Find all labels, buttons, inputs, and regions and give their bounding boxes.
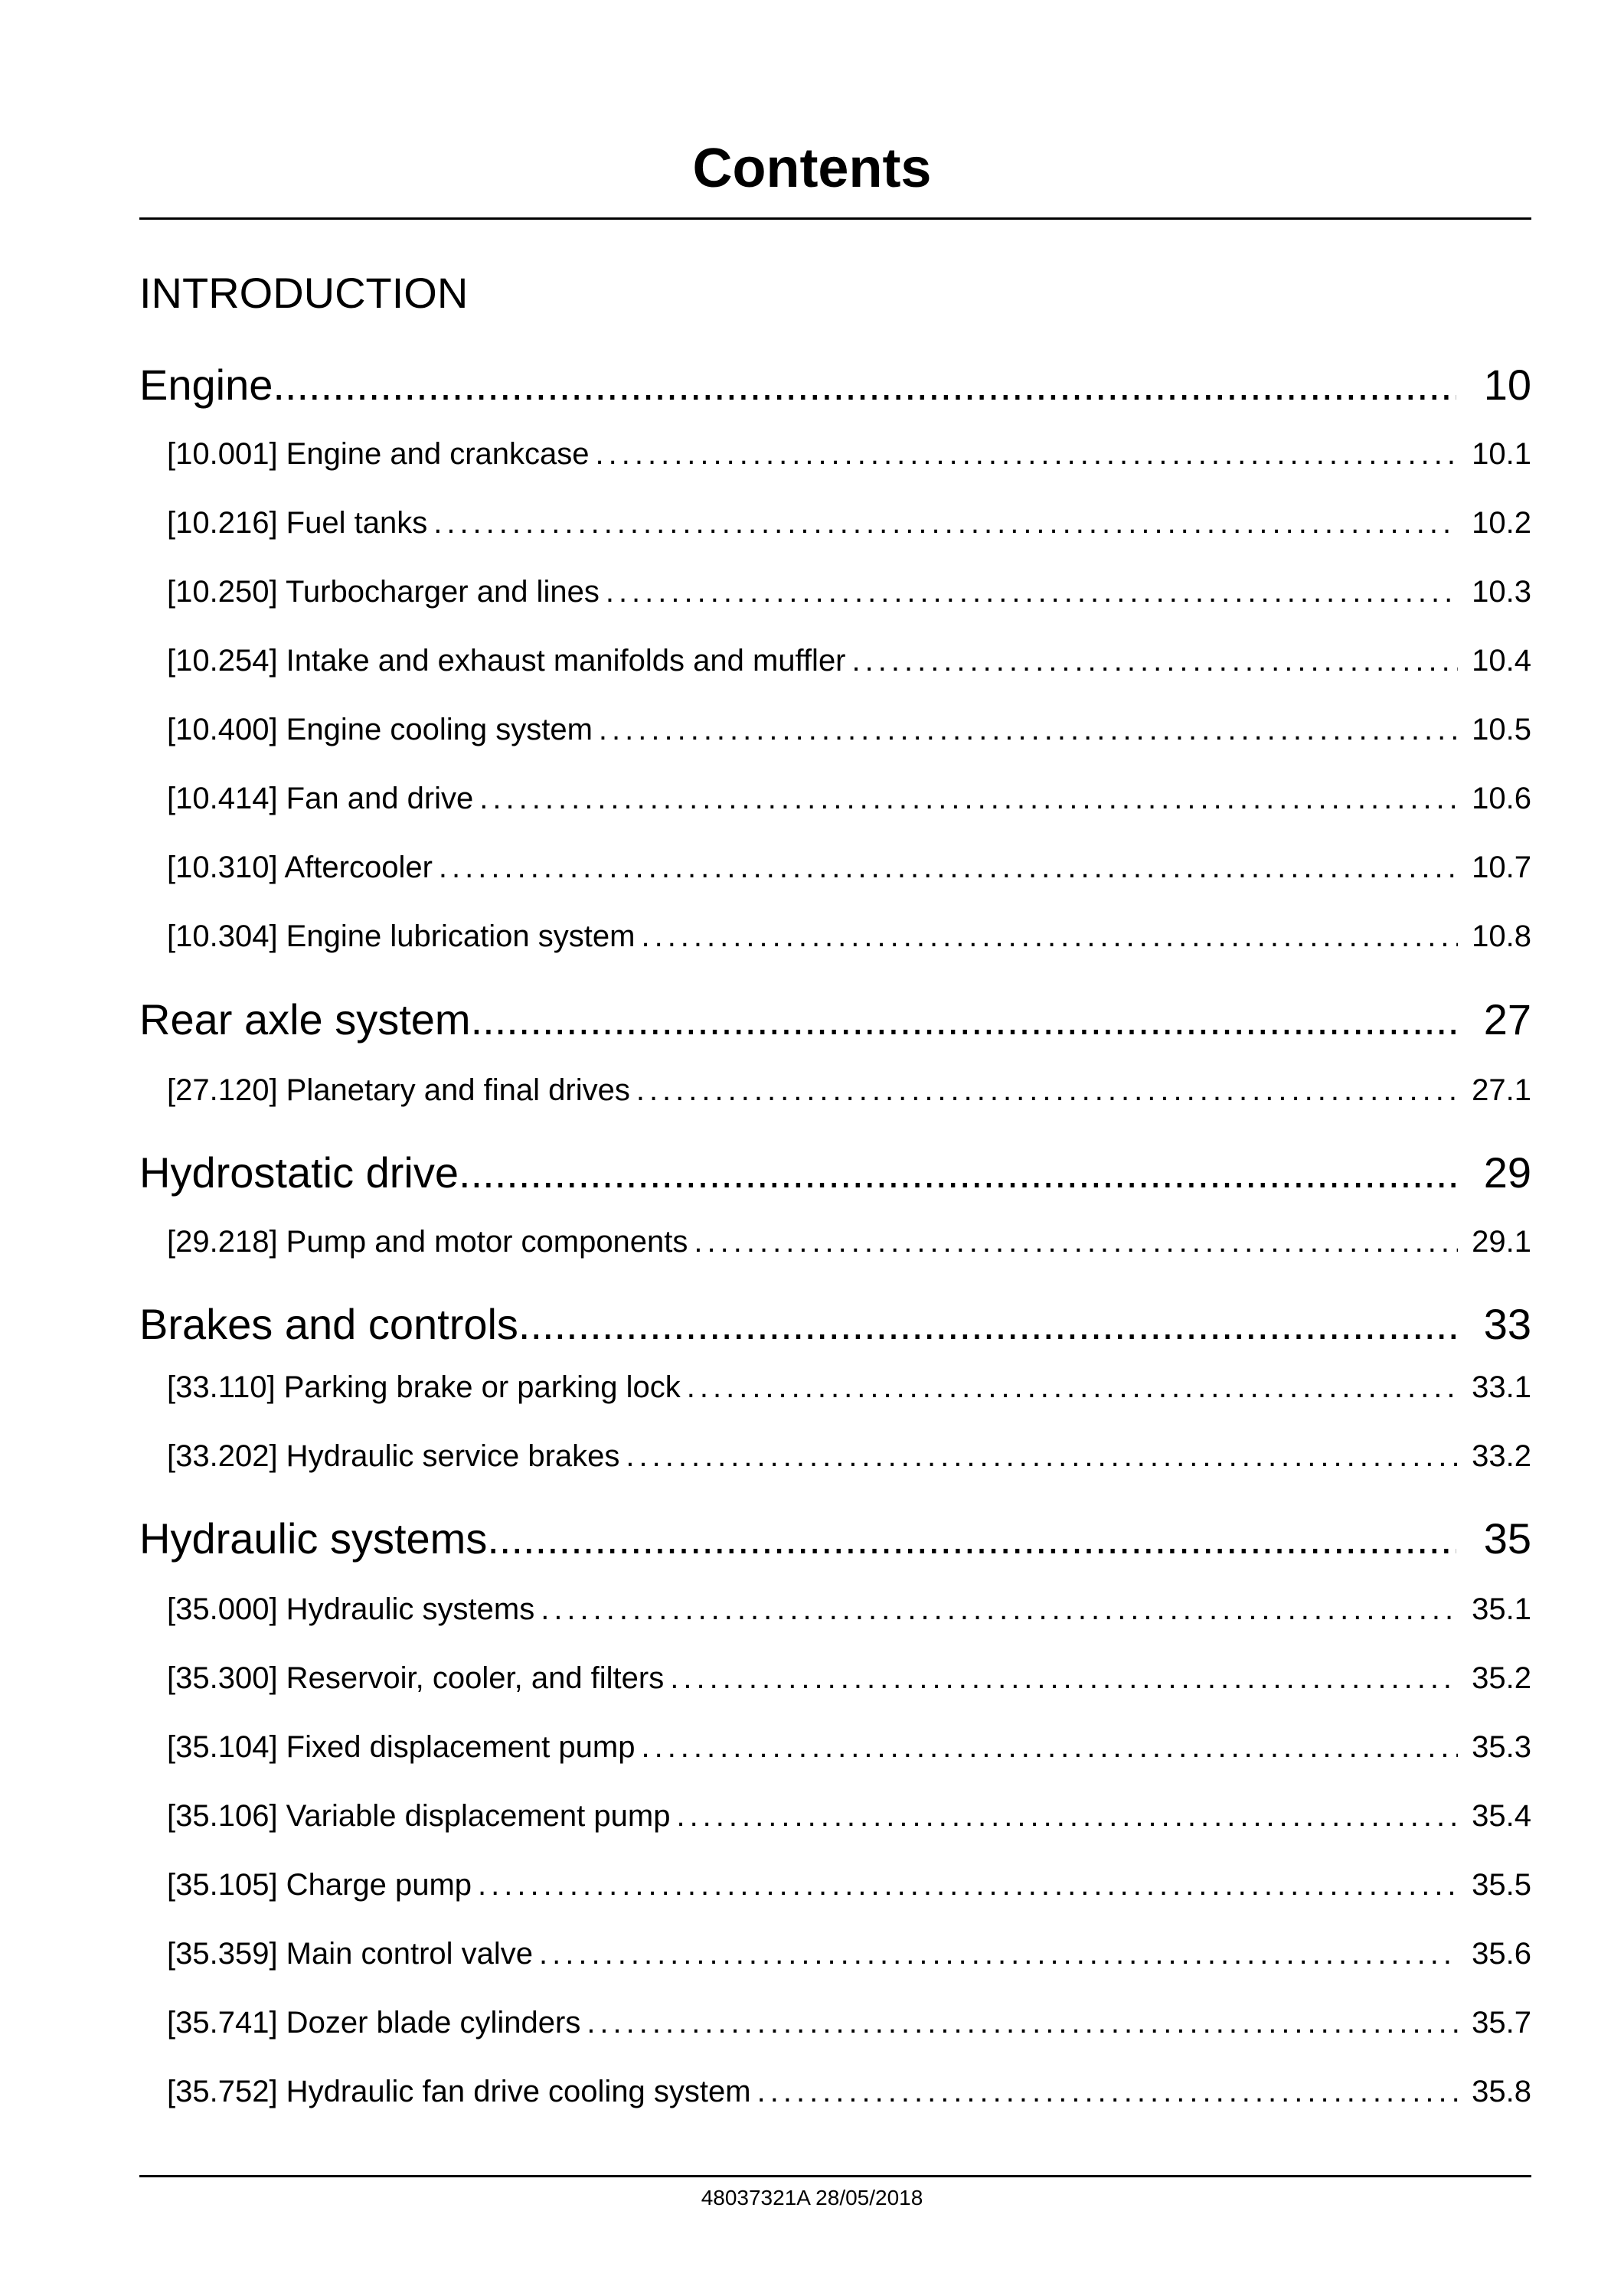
toc-entry-label: [10.400] Engine cooling system bbox=[167, 713, 593, 746]
toc-chapter-rear-axle-system[interactable] bbox=[139, 993, 1531, 1047]
toc-page-number: 10.6 bbox=[1472, 782, 1531, 815]
dot-leader bbox=[635, 917, 1458, 955]
toc-entry-label: [35.300] Reservoir, cooler, and filters bbox=[167, 1661, 665, 1695]
dot-leader bbox=[619, 1437, 1458, 1475]
dot-leader bbox=[533, 1935, 1458, 1973]
toc-page-number: 10.3 bbox=[1472, 575, 1531, 609]
toc-page-number: 10.5 bbox=[1472, 713, 1531, 746]
toc-page-number: 35.7 bbox=[1472, 2006, 1531, 2040]
toc-section-engine-and-crankcase[interactable] bbox=[167, 435, 1531, 473]
toc-page-number: 33 bbox=[1483, 1300, 1531, 1348]
toc-entry-label: [10.250] Turbocharger and lines bbox=[167, 575, 600, 609]
toc-entry-label: [35.741] Dozer blade cylinders bbox=[167, 2006, 581, 2040]
toc-page-number: 10 bbox=[1483, 361, 1531, 409]
toc-entry-label: Hydrostatic drive bbox=[139, 1148, 459, 1197]
dot-leader bbox=[487, 1512, 1456, 1566]
dot-leader bbox=[751, 2072, 1458, 2111]
toc-entry-label: Engine bbox=[139, 361, 273, 409]
toc-entry-label: [35.359] Main control valve bbox=[167, 1937, 534, 1971]
dot-leader bbox=[534, 1590, 1458, 1628]
toc-page-number: 35.1 bbox=[1472, 1592, 1531, 1626]
toc-page-number: 35 bbox=[1483, 1514, 1531, 1563]
toc-chapter-hydraulic-systems[interactable] bbox=[139, 1512, 1531, 1566]
toc-section-planetary-and-final-drives[interactable] bbox=[167, 1071, 1531, 1109]
toc-entry-label: [10.304] Engine lubrication system bbox=[167, 919, 636, 953]
toc-entry-label: [33.110] Parking brake or parking lock bbox=[167, 1370, 681, 1404]
dot-leader bbox=[472, 1866, 1458, 1904]
dot-leader bbox=[681, 1368, 1458, 1406]
dot-leader bbox=[471, 993, 1456, 1047]
toc-section-hydraulic-service-brakes[interactable] bbox=[167, 1437, 1531, 1475]
toc-page-number: 33.1 bbox=[1472, 1370, 1531, 1404]
toc-section-pump-and-motor-components[interactable] bbox=[167, 1223, 1531, 1261]
dot-leader bbox=[630, 1071, 1458, 1109]
dot-leader bbox=[427, 504, 1458, 542]
dot-leader bbox=[664, 1659, 1458, 1697]
toc-entry-label: Rear axle system bbox=[139, 995, 471, 1043]
toc-section-fuel-tanks[interactable] bbox=[167, 504, 1531, 542]
toc-entry-label: [10.414] Fan and drive bbox=[167, 782, 474, 815]
toc-chapter-brakes-and-controls[interactable] bbox=[139, 1298, 1531, 1351]
toc-entry-label: [10.254] Intake and exhaust manifolds and muffler bbox=[167, 644, 846, 678]
toc-page-number: 27 bbox=[1483, 995, 1531, 1043]
toc-page-number: 10.2 bbox=[1472, 506, 1531, 540]
toc-page-number: 10.7 bbox=[1472, 851, 1531, 884]
toc-section-charge-pump[interactable] bbox=[167, 1866, 1531, 1904]
toc-page-number: 10.8 bbox=[1472, 919, 1531, 953]
toc-section-main-control-valve[interactable] bbox=[167, 1935, 1531, 1973]
toc-section-hydraulic-fan-drive-cooling-system[interactable] bbox=[167, 2072, 1531, 2111]
toc-entry-label: [35.000] Hydraulic systems bbox=[167, 1592, 535, 1626]
toc-page-number: 35.2 bbox=[1472, 1661, 1531, 1695]
page-title: Contents bbox=[692, 138, 932, 199]
toc-entry-label: [35.106] Variable displacement pump bbox=[167, 1799, 671, 1833]
toc-page-number: 35.4 bbox=[1472, 1799, 1531, 1833]
dot-leader bbox=[688, 1223, 1458, 1261]
footer-divider bbox=[139, 2175, 1531, 2177]
toc-section-engine-cooling-system[interactable] bbox=[167, 710, 1531, 749]
dot-leader bbox=[518, 1298, 1456, 1351]
toc-section-intake-and-exhaust-manifolds-and-muffler[interactable] bbox=[167, 642, 1531, 680]
toc-page-number: 29.1 bbox=[1472, 1225, 1531, 1259]
toc-chapter-engine[interactable] bbox=[139, 358, 1531, 412]
toc-entry-label: [10.216] Fuel tanks bbox=[167, 506, 428, 540]
toc-entry-label: [35.105] Charge pump bbox=[167, 1868, 472, 1902]
toc-section-fixed-displacement-pump[interactable] bbox=[167, 1728, 1531, 1766]
toc-section-fan-and-drive[interactable] bbox=[167, 779, 1531, 818]
toc-chapter-hydrostatic-drive[interactable] bbox=[139, 1146, 1531, 1200]
toc-page-number: 33.2 bbox=[1472, 1439, 1531, 1473]
dot-leader bbox=[670, 1797, 1458, 1835]
toc-page-number: 35.5 bbox=[1472, 1868, 1531, 1902]
introduction-heading[interactable]: INTRODUCTION bbox=[139, 269, 469, 317]
toc-section-parking-brake-or-parking-lock[interactable] bbox=[167, 1368, 1531, 1406]
dot-leader bbox=[580, 2004, 1458, 2042]
toc-page-number: 29 bbox=[1483, 1148, 1531, 1197]
dot-leader bbox=[635, 1728, 1458, 1766]
dot-leader bbox=[846, 642, 1458, 680]
toc-entry-label: [33.202] Hydraulic service brakes bbox=[167, 1439, 620, 1473]
toc-section-variable-displacement-pump[interactable] bbox=[167, 1797, 1531, 1835]
dot-leader bbox=[473, 779, 1458, 818]
footer-document-id: 48037321A 28/05/2018 bbox=[701, 2186, 923, 2209]
toc-section-aftercooler[interactable] bbox=[167, 848, 1531, 887]
toc-entry-label: [35.104] Fixed displacement pump bbox=[167, 1730, 636, 1764]
toc-entry-label: Hydraulic systems bbox=[139, 1514, 488, 1563]
toc-entry-label: [29.218] Pump and motor components bbox=[167, 1225, 688, 1259]
dot-leader bbox=[590, 435, 1458, 473]
toc-page-number: 35.8 bbox=[1472, 2075, 1531, 2108]
toc-section-dozer-blade-cylinders[interactable] bbox=[167, 2004, 1531, 2042]
toc-page-number: 10.1 bbox=[1472, 437, 1531, 471]
dot-leader bbox=[593, 710, 1458, 749]
toc-section-reservoir-cooler-and-filters[interactable] bbox=[167, 1659, 1531, 1697]
toc-page-number: 10.4 bbox=[1472, 644, 1531, 678]
dot-leader bbox=[459, 1146, 1456, 1200]
dot-leader bbox=[433, 848, 1458, 887]
toc-page-number: 35.3 bbox=[1472, 1730, 1531, 1764]
toc-entry-label: [35.752] Hydraulic fan drive cooling system bbox=[167, 2075, 751, 2108]
dot-leader bbox=[600, 573, 1458, 611]
toc-section-engine-lubrication-system[interactable] bbox=[167, 917, 1531, 955]
toc-entry-label: [27.120] Planetary and final drives bbox=[167, 1073, 630, 1107]
toc-entry-label: [10.001] Engine and crankcase bbox=[167, 437, 590, 471]
toc-section-hydraulic-systems[interactable] bbox=[167, 1590, 1531, 1628]
dot-leader bbox=[273, 358, 1456, 412]
toc-entry-label: Brakes and controls bbox=[139, 1300, 518, 1348]
toc-page-number: 27.1 bbox=[1472, 1073, 1531, 1107]
toc-section-turbocharger-and-lines[interactable] bbox=[167, 573, 1531, 611]
toc-entry-label: [10.310] Aftercooler bbox=[167, 851, 433, 884]
toc-page-number: 35.6 bbox=[1472, 1937, 1531, 1971]
